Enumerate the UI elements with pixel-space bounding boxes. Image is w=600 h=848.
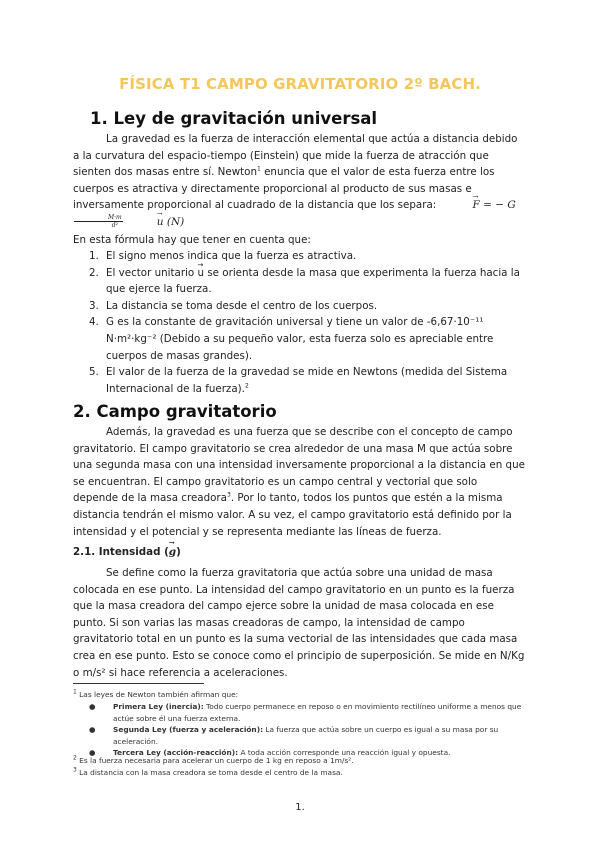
- list-item: 5. El valor de la fuerza de la gravedad se mide en Newtons (medida del Sistema Internacional de la fuerza).$^2$: [89, 366, 508, 395]
- list-item: ● Segunda Ley (fuerza y aceleración): La fuerza que actúa sobre un cuerpo es igual a su masa por su aceleración.: [89, 725, 499, 746]
- footnote-2: $^2$ Es la fuerza necesaria para acelerar un cuerpo de 1 kg en reposo a 1m/s².: [73, 754, 354, 765]
- section2-heading: 2. Campo gravitatorio: [73, 402, 277, 421]
- list-item: ● Tercera Ley (acción-reacción): A toda acción corresponde una reacción igual y opuesta.: [89, 748, 451, 758]
- formula-notes-list: [73, 248, 525, 397]
- list-item: 4. G es la constante de gravitación universal y tiene un valor de -6,67·10⁻¹¹ N·m²·kg⁻² (Debido a su pequeño valor, esta fuerza solo es apreciable entre cuerpos de masas grandes).: [89, 316, 494, 362]
- list-item: 2. El vector unitario → u se orienta desde la masa que experimenta la fuerza hacia la que ejerce la fuerza.: [73, 265, 525, 298]
- gravitation-formula: → F = − G $\frac{M\cdot m}{\text{d²}}$ → u (N): [73, 199, 516, 228]
- list-item: 1. El signo menos indica que la fuerza es atractiva.: [89, 250, 357, 262]
- list-intro: En esta fórmula hay que tener en cuenta que:: [73, 234, 311, 246]
- document-title: FÍSICA T1 CAMPO GRAVITATORIO 2º BACH.: [119, 75, 481, 93]
- section2-paragraph: Además, la gravedad es una fuerza que se describe con el concepto de campo gravitatorio. El campo gravitatorio se crea alrededor de una masa M que actúa sobre una segunda masa con una intensidad inversamente proporcional a la distancia en que se encuentran. El campo gravitatorio es un campo central y vectorial que solo depende de la masa creadora$^3$. Por lo tanto, todos los puntos que estén a la misma distancia tendrán el mismo valor. A su vez, el campo gravitatorio está definido por la intensidad y el potencial y se representa mediante las líneas de fuerza.: [73, 426, 525, 538]
- footnote-divider: [73, 683, 204, 684]
- footnote-1: $^1$ Las leyes de Newton también afirman que:: [73, 688, 239, 699]
- newton-laws-list: [73, 701, 525, 759]
- section1-paragraph: La gravedad es la fuerza de interacción elemental que actúa a distancia debido a la curvatura del espacio-tiempo (Einstein) que mide la fuerza de atracción que sienten dos masas entre sí. Newton$^1$ enuncia que el valor de esta fuerza entre los cuerpos es atractiva y directamente proporcional al producto de sus masas e inversamente proporcional al cuadrado de la distancia que los separa: → F = − G $\frac{M\cdot m}{\text{d²}}$ → u (N): [73, 131, 525, 231]
- subsection-heading: 2.1. Intensidad (→ g): [73, 546, 181, 558]
- list-item: ● Primera Ley (inercia): Todo cuerpo permanece en reposo o en movimiento rectilíneo uniforme a menos que actúe sobre él una fuerza externa.: [89, 702, 522, 723]
- footnote-3: $^3$ La distancia con la masa creadora se toma desde el centro de la masa.: [73, 766, 343, 777]
- page-number: 1.: [295, 802, 305, 813]
- list-item: 3. La distancia se toma desde el centro de los cuerpos.: [89, 299, 378, 312]
- subsection-paragraph: Se define como la fuerza gravitatoria que actúa sobre una unidad de masa colocada en ese punto. La intensidad del campo gravitatorio en un punto es la fuerza que la masa creadora del campo ejerce sobre la unidad de masa colocada en ese punto. Si son varias las masas creadoras de campo, la intensidad de campo gravitatorio total en un punto es la suma vectorial de las intensidades que cada masa crea en ese punto. Esto se conoce como el principio de superposición. Se mide en N/Kg o m/s² si hace referencia a aceleraciones.: [73, 567, 525, 679]
- section1-heading: 1. Ley de gravitación universal: [90, 109, 378, 128]
